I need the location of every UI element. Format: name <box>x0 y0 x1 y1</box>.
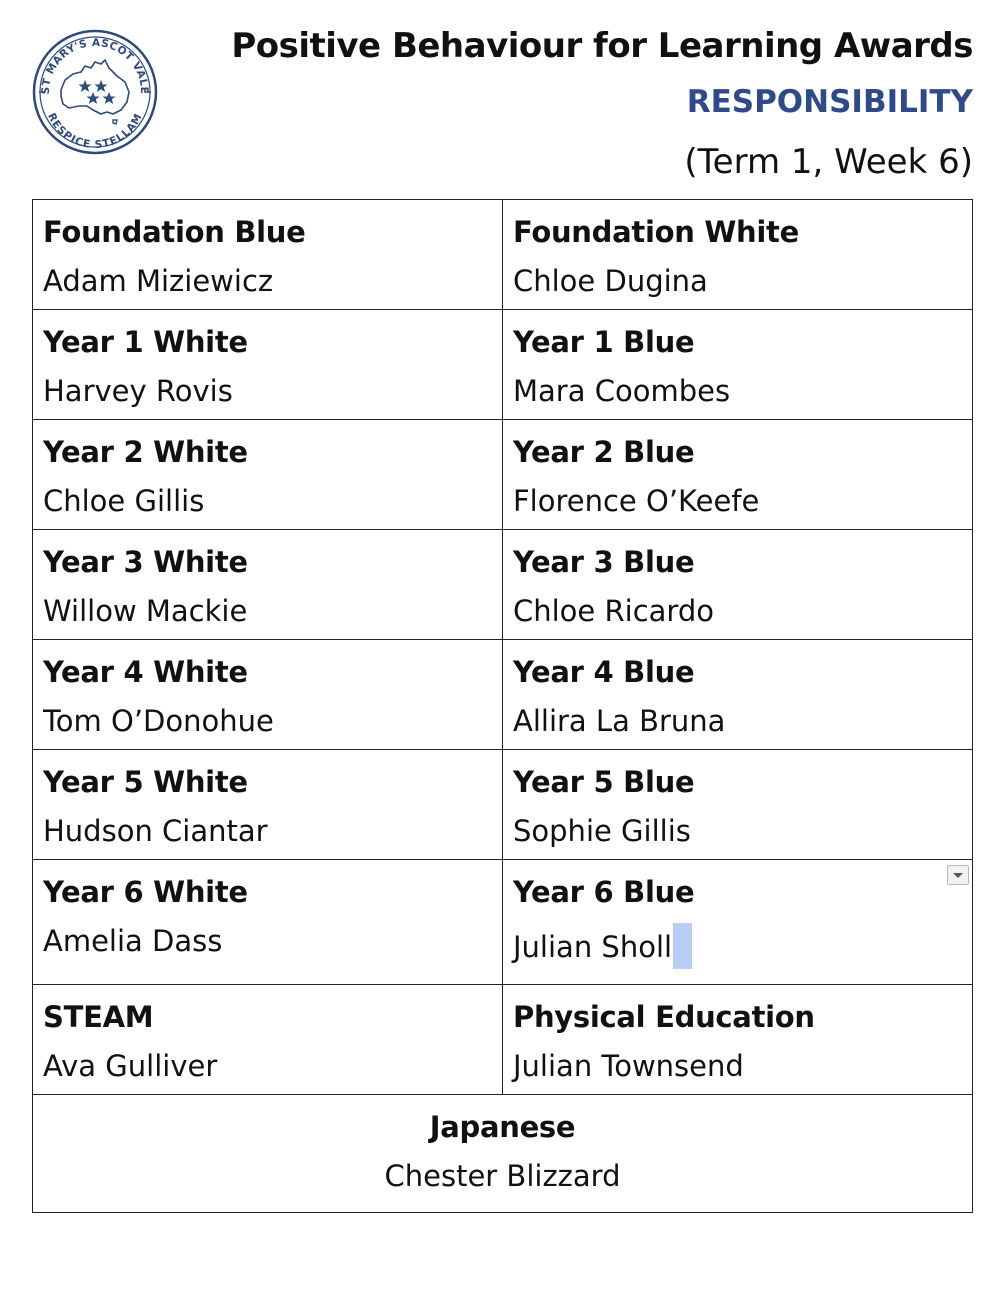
student-name: Julian Townsend <box>513 1049 744 1083</box>
logo-top-text: ST MARY'S ASCOT VALE <box>39 36 151 95</box>
class-name: Year 1 White <box>43 325 248 359</box>
award-cell[interactable] <box>33 310 503 420</box>
class-name: Year 3 Blue <box>513 545 695 579</box>
student-name: Mara Coombes <box>513 374 731 408</box>
award-cell[interactable] <box>33 420 503 530</box>
award-cell-active[interactable] <box>503 860 973 985</box>
award-cell[interactable] <box>33 200 503 310</box>
award-cell[interactable] <box>503 985 973 1095</box>
table-row <box>33 310 973 420</box>
class-name: Japanese <box>429 1110 576 1144</box>
award-cell[interactable] <box>33 530 503 640</box>
student-name: Julian Sholl <box>513 930 673 964</box>
svg-text:RESPICE STELLAM <box>45 111 145 151</box>
class-name: Year 6 Blue <box>513 875 695 909</box>
student-name: Adam Miziewicz <box>43 264 274 298</box>
award-cell[interactable] <box>33 750 503 860</box>
student-name: Chester Blizzard <box>384 1159 621 1193</box>
school-seal-icon <box>31 28 159 156</box>
class-name: Year 4 White <box>43 655 248 689</box>
class-name: Foundation Blue <box>43 215 306 249</box>
cell-dropdown-button[interactable] <box>947 865 969 885</box>
award-cell[interactable] <box>503 640 973 750</box>
student-name: Chloe Dugina <box>513 264 708 298</box>
award-cell[interactable] <box>503 530 973 640</box>
table-row <box>33 200 973 310</box>
student-name-editing[interactable] <box>513 923 962 969</box>
award-cell[interactable] <box>503 310 973 420</box>
class-name: STEAM <box>43 1000 154 1034</box>
student-name: Tom O’Donohue <box>43 704 274 738</box>
award-cell[interactable] <box>503 200 973 310</box>
student-name: Harvey Rovis <box>43 374 233 408</box>
award-cell[interactable] <box>503 750 973 860</box>
class-name: Year 2 Blue <box>513 435 695 469</box>
award-cell[interactable] <box>33 640 503 750</box>
class-name: Foundation White <box>513 215 799 249</box>
award-cell[interactable] <box>33 860 503 985</box>
class-name: Year 2 White <box>43 435 248 469</box>
student-name: Sophie Gillis <box>513 814 691 848</box>
table-row <box>33 1095 973 1213</box>
awards-table <box>32 199 973 1213</box>
student-name: Allira La Bruna <box>513 704 726 738</box>
student-name: Chloe Ricardo <box>513 594 714 628</box>
table-row <box>33 985 973 1095</box>
class-name: Year 5 White <box>43 765 248 799</box>
award-category: RESPONSIBILITY <box>686 84 973 120</box>
award-cell[interactable] <box>503 420 973 530</box>
table-row <box>33 750 973 860</box>
class-name: Physical Education <box>513 1000 815 1034</box>
class-name: Year 4 Blue <box>513 655 695 689</box>
student-name: Hudson Ciantar <box>43 814 268 848</box>
student-name: Florence O’Keefe <box>513 484 760 518</box>
award-cell[interactable] <box>33 985 503 1095</box>
table-row <box>33 420 973 530</box>
award-cell[interactable] <box>33 1095 973 1213</box>
term-week: (Term 1, Week 6) <box>684 142 973 182</box>
class-name: Year 5 Blue <box>513 765 695 799</box>
school-logo <box>31 28 159 156</box>
student-name: Ava Gulliver <box>43 1049 218 1083</box>
class-name: Year 1 Blue <box>513 325 695 359</box>
table-row <box>33 860 973 985</box>
logo-bottom-text: RESPICE STELLAM <box>45 111 145 152</box>
table-row <box>33 640 973 750</box>
student-name: Chloe Gillis <box>43 484 205 518</box>
table-row <box>33 530 973 640</box>
class-name: Year 6 White <box>43 875 248 909</box>
class-name: Year 3 White <box>43 545 248 579</box>
triangle-down-icon <box>948 866 968 884</box>
text-cursor-selection <box>673 923 692 969</box>
student-name: Amelia Dass <box>43 924 223 958</box>
student-name: Willow Mackie <box>43 594 248 628</box>
page-title: Positive Behaviour for Learning Awards <box>231 26 973 66</box>
